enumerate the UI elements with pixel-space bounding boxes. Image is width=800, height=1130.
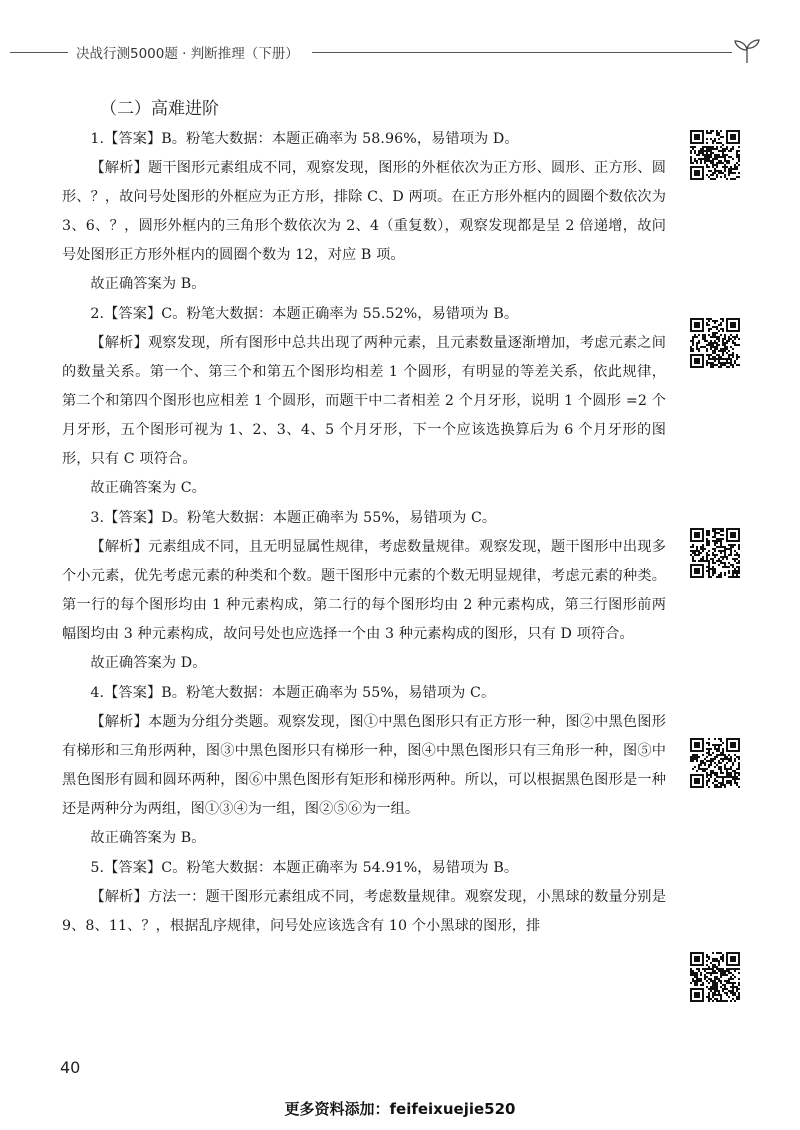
footer-note: 更多资料添加：feifeixuejie520 xyxy=(284,1100,516,1118)
sprout-icon xyxy=(732,38,762,64)
answer-2-conclusion: 故正确答案为 C。 xyxy=(90,480,206,496)
header-rule-right xyxy=(312,52,732,53)
qr-code-icon[interactable] xyxy=(690,738,740,788)
answer-4-line: 4.【答案】B。粉笔大数据：本题正确率为 55%，易错项为 C。 xyxy=(90,685,496,701)
qr-code-icon[interactable] xyxy=(690,528,740,578)
answer-2-analysis: 【解析】观察发现，所有图形中总共出现了两种元素，且元素数量逐渐增加，考虑元素之间的数量关系。第一个、第三个和第五个图形均相差 1 个圆形，有明显的等差关系，依此规律，第二个和第四个图形也应相差 1 个圆形，而题干中二者相差 2 个月牙形，说明 1 个圆形 =2 个月牙形，五个图形可视为 1、2、3、4、5 个月牙形，下一个应该选换算后为 6 个月牙形的图形，只有 C 项符合。 xyxy=(62,335,666,467)
answer-3-line: 3.【答案】D。粉笔大数据：本题正确率为 55%，易错项为 C。 xyxy=(90,510,497,526)
header-rule-left xyxy=(10,52,68,53)
answer-1-line: 1.【答案】B。粉笔大数据：本题正确率为 58.96%，易错项为 D。 xyxy=(90,131,519,147)
answer-1-analysis: 【解析】题干图形元素组成不同，观察发现，图形的外框依次为正方形、圆形、正方形、圆形、？，故问号处图形的外框应为正方形，排除 C、D 两项。在正方形外框内的圆圈个数依次为 3、6、？，圆形外框内的三角形个数依次为 2、4（重复数），观察发现都是呈 2 倍递增，故问号处图形正方形外框内的圆圈个数为 12，对应 B 项。 xyxy=(62,160,666,263)
answer-3-conclusion: 故正确答案为 D。 xyxy=(90,655,207,671)
qr-code-icon[interactable] xyxy=(690,318,740,368)
answer-4-conclusion: 故正确答案为 B。 xyxy=(90,830,206,846)
answer-3-analysis: 【解析】元素组成不同，且无明显属性规律，考虑数量规律。观察发现，题干图形中出现多个小元素，优先考虑元素的种类和个数。题干图形中元素的个数无明显规律，考虑元素的种类。第一行的每个图形均由 1 种元素构成，第二行的每个图形均由 2 种元素构成，第三行图形前两幅图均由 3 种元素构成，故问号处也应选择一个由 3 种元素构成的图形，只有 D 项符合。 xyxy=(62,539,666,642)
answer-content xyxy=(62,124,666,941)
answer-1-conclusion: 故正确答案为 B。 xyxy=(90,276,206,292)
answer-4-analysis: 【解析】本题为分组分类题。观察发现，图①中黑色图形只有正方形一种，图②中黑色图形有梯形和三角形两种，图③中黑色图形只有梯形一种，图④中黑色图形只有三角形一种，图⑤中黑色图形有圆和圆环两种，图⑥中黑色图形有矩形和梯形两种。所以，可以根据黑色图形是一种还是两种分为两组，图①③④为一组，图②⑤⑥为一组。 xyxy=(62,714,666,817)
running-header xyxy=(10,38,770,66)
section-title: （二）高难进阶 xyxy=(100,99,219,119)
header-title: 决战行测5000题 · 判断推理（下册） xyxy=(76,46,299,62)
answer-2-line: 2.【答案】C。粉笔大数据：本题正确率为 55.52%，易错项为 B。 xyxy=(90,306,519,322)
answer-5-analysis: 【解析】方法一：题干图形元素组成不同，考虑数量规律。观察发现，小黑球的数量分别是 9、8、11、？，根据乱序规律，问号处应该选含有 10 个小黑球的图形，排 xyxy=(62,889,666,934)
qr-code-icon[interactable] xyxy=(690,130,740,180)
answer-5-line: 5.【答案】C。粉笔大数据：本题正确率为 54.91%，易错项为 B。 xyxy=(90,860,519,876)
qr-code-icon[interactable] xyxy=(690,952,740,1002)
page-number: 40 xyxy=(60,1058,81,1077)
